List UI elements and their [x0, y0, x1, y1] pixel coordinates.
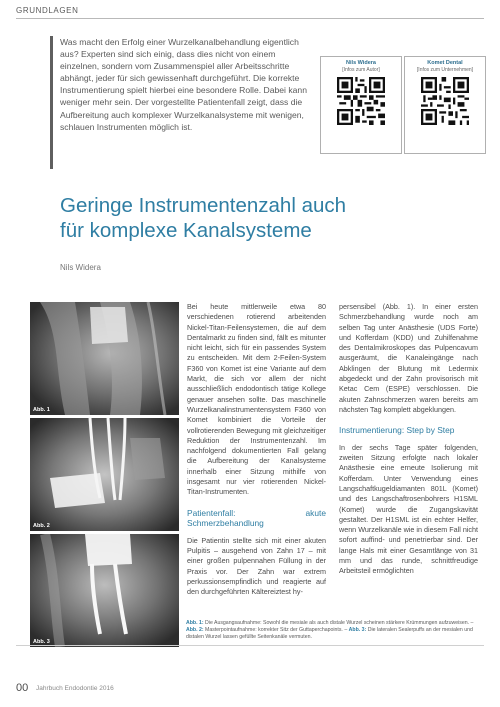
- qr-author-subtitle: [Infos zum Autor]: [342, 67, 380, 73]
- column-1-paragraph-2: Die Patientin stellte sich mit einer akuten Pulpitis – ausgehend von Zahn 17 – mit einer großen pulpennahen Füllung in der Praxis vor. Der Zahn war extrem perkussionsempfindlich und reagierte auf den durchgeführten Kältereiztest hy-: [187, 535, 326, 597]
- section-label: GRUNDLAGEN: [16, 6, 79, 15]
- qr-code-icon[interactable]: [421, 77, 469, 125]
- caption-label-1: Abb. 1:: [186, 620, 204, 626]
- qr-code-icon[interactable]: [337, 77, 385, 125]
- qr-company-subtitle: [Infos zum Unternehmen]: [416, 67, 474, 73]
- qr-card-author[interactable]: [320, 56, 402, 154]
- article-author: Nils Widera: [60, 263, 101, 272]
- column-2-subheading: Instrumentierung: Step by Step: [339, 425, 455, 436]
- figure-2-label: Abb. 2: [33, 523, 50, 529]
- xray-image-2: [30, 418, 179, 531]
- header-divider: [16, 18, 484, 19]
- caption-label-3: Abb. 3:: [348, 627, 367, 633]
- article-title: [60, 193, 480, 243]
- text-column-1: [187, 302, 326, 597]
- caption-text-1: Die Ausgangsaufnahme: Sowohl die mesiale als auch distale Wurzel scheinen stärkere Krümmungen aufzuweisen. –: [205, 620, 474, 626]
- article-title-line-1: Geringe Instrumentenzahl auch: [60, 194, 347, 217]
- intro-text: Was macht den Erfolg einer Wurzelkanalbehandlung eigentlich aus? Experten sind sich einig, dass dies nicht von einem einzelnen, sondern vom Zusammenspiel aller Arbeitsschritte abhängt, jeder für sich gewissenhaft durchgeführt. Die korrekte Instrumentierung spielt hierbei eine besondere Rolle. Dabei kann weniger mehr sein. Der vorgestellte Patientenfall zeigt, dass die Aufbereitung auch komplexer Wurzelkanalsysteme mit wenigen, schlauen Instrumenten möglich ist.: [60, 37, 307, 132]
- column-2-paragraph-1: persensibel (Abb. 1). In einer ersten Schmerzbehandlung wurde noch am selben Tag unter Anästhesie (UDS Forte) und Kofferdam (KDD) und Zuhilfenahme des Dentalmikroskopes das Pulpencavum ausgeräumt, die Kanaleingänge nach Abklingen der Blutung mit Ledermix abgedeckt und der Zahn provisorisch mit Ketac Cem (ESPE) verschlossen. Die akuten Zahnschmerzen waren bereits am nächsten Tag komplett abgeklungen.: [339, 302, 478, 414]
- qr-author-title: Nils Widera: [346, 60, 376, 66]
- figure-3-label: Abb. 3: [33, 639, 50, 645]
- xray-image-3: [30, 534, 179, 647]
- figure-1-label: Abb. 1: [33, 407, 50, 413]
- qr-company-title: Komet Dental: [427, 60, 463, 66]
- xray-image-1: [30, 302, 179, 415]
- column-2-paragraph-2: In der sechs Tage später folgenden, zweiten Sitzung erfolgte nach lokaler Anästhesie eine erneute Isolierung mit Kofferdam. Unter Verwendung eines Langschaftkugeldiamanten 801L (Komet) und des Langschaftrosenbohrers H1SML (Komet) wurde die Zugangskavität gestaltet. Der H1SML ist ein echter Helfer, wenn Wurzelkanäle wie in diesem Fall nicht sofort auffind- und penetrierbar sind. Der lange Hals mit einer Gesamtlänge von 31 mm und das runde, schnittfreudige Arbeitsteil ermöglichten: [339, 442, 478, 576]
- page-number: 00: [16, 682, 29, 694]
- caption-label-2: Abb. 2:: [186, 627, 204, 633]
- footer-divider: [16, 645, 484, 646]
- figure-caption: [186, 620, 482, 641]
- column-1-subheading: Patientenfall: akute Schmerzbehandlung: [187, 507, 326, 529]
- article-title-line-2: für komplexe Kanalsysteme: [60, 219, 312, 242]
- qr-card-company[interactable]: [404, 56, 486, 154]
- column-1-paragraph-1: Bei heute mittlerweile etwa 80 verschiedenen rotierend arbeitenden Nickel-Titan-Feilensystemen, die auf dem Dentalmarkt zu finden sind, fällt es mitunter nicht leicht, sich für ein passendes System zu entscheiden. Mit dem 2-Feilen-System F360 von Komet ist eine Variante auf dem Markt, die sich vor allem der nicht ausschließlich endodontisch tätige Kollege genauer ansehen sollte. Das maschinelle Wurzelkanalinstrumentensystem F360 von Komet kombiniert die Vorteile der vollrotierenden Bewegung mit gleichzeitiger Reduktion der Instrumentenzahl. Im nachfolgend dokumentierten Fall gelang die Aufbereitung der Kanalsysteme innerhalb einer Sitzung mithilfe von insgesamt nur vier rotierenden Nickel-Titan-Instrumenten.: [187, 302, 326, 497]
- journal-name: Jahrbuch Endodontie 2016: [36, 685, 114, 692]
- intro-accent-bar: [50, 36, 53, 169]
- text-column-2: [339, 302, 478, 577]
- caption-text-2: Masterpointaufnahme: korrekter Sitz der Guttaperchapoints. –: [205, 627, 348, 633]
- caption-text-3: Die lateralen Sealerpuffs an der mesialen und distalen Wurzel lassen gefüllte Seitenkanäle vermuten.: [186, 627, 473, 640]
